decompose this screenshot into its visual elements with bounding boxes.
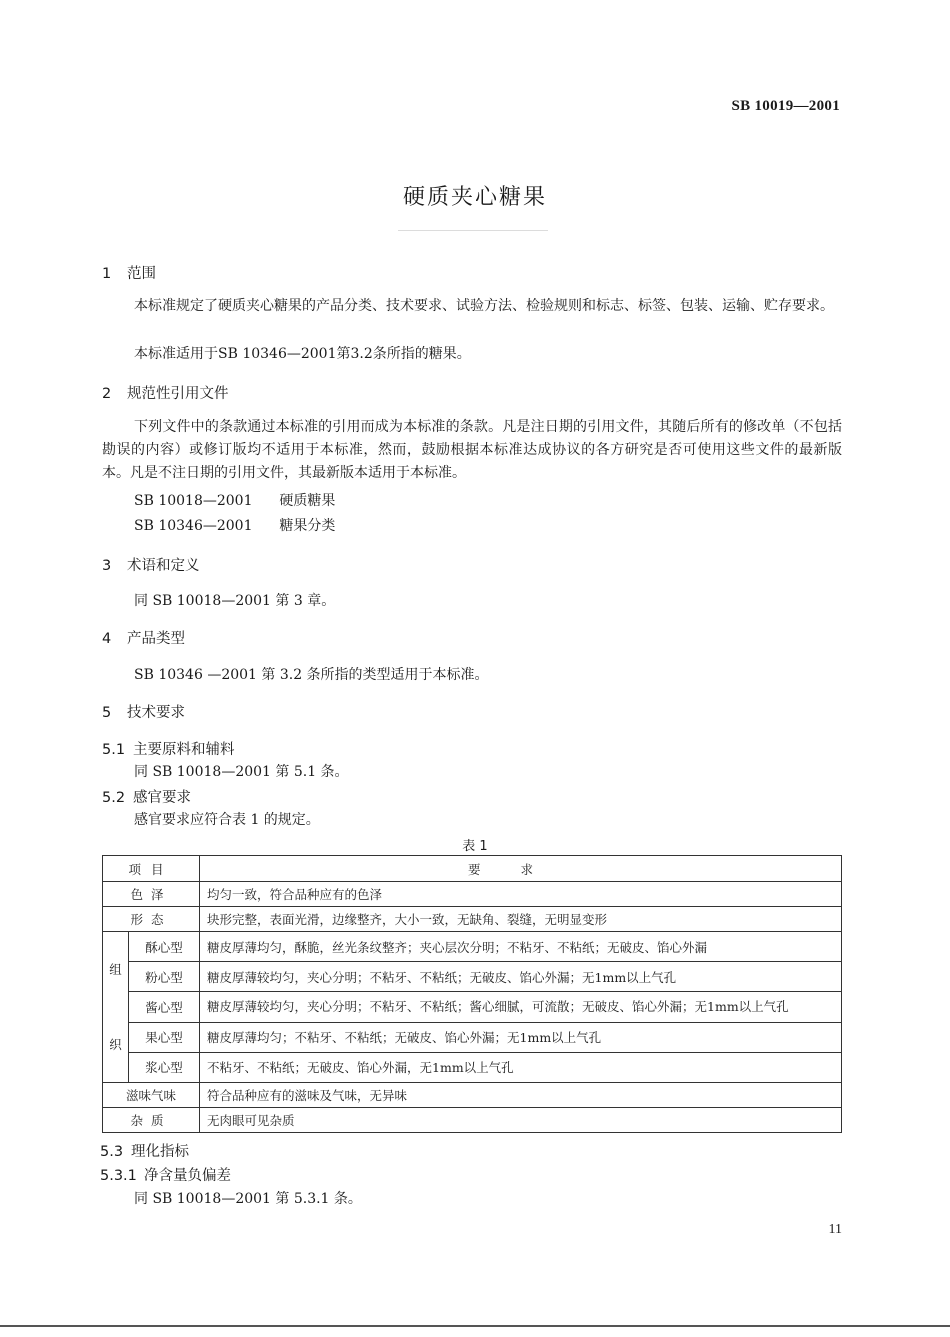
section-title: 技术要求 (127, 705, 185, 721)
table-row (103, 992, 842, 1022)
section-title: 产品类型 (127, 631, 185, 647)
section-5-1-paragraph: 同 SB 10018—2001 第 5.1 条。 (134, 764, 349, 780)
row-subitem: 粉心型 (129, 962, 200, 992)
row-item: 色泽 (103, 882, 200, 907)
section-title: 主要原料和辅料 (133, 742, 235, 758)
section-5-3-heading (100, 1140, 189, 1161)
row-requirement: 均匀一致，符合品种应有的色泽 (200, 882, 842, 907)
group-label-char: 织 (109, 1037, 122, 1052)
header-item: 项目 (103, 856, 200, 882)
section-number: 5.3 (100, 1144, 124, 1160)
table-row (103, 1052, 842, 1082)
section-1-paragraph-1: 本标准规定了硬质夹心糖果的产品分类、技术要求、试验方法、检验规则和标志、标签、包装、运输、贮存要求。 (134, 298, 834, 314)
section-5-1-heading (102, 738, 235, 759)
document-title: 硬质夹心糖果 (402, 185, 547, 210)
reference-item (134, 515, 335, 538)
section-number: 5.1 (102, 742, 126, 758)
section-title: 术语和定义 (127, 558, 200, 574)
section-title: 净含量负偏差 (144, 1168, 231, 1184)
row-requirement: 块形完整，表面光滑，边缘整齐，大小一致，无缺角、裂缝，无明显变形 (200, 907, 842, 932)
row-item: 形态 (103, 907, 200, 932)
reference-code: SB 10018—2001 (134, 493, 253, 509)
table-caption: 表 1 (462, 839, 488, 854)
section-number: 4 (102, 631, 112, 647)
table-row (103, 1108, 842, 1133)
row-requirement: 糖皮厚薄较均匀，夹心分明；不粘牙、不粘纸；酱心细腻，可流散；无破皮、馅心外漏；无1mm以上气孔 (200, 992, 842, 1022)
row-subitem: 酥心型 (129, 932, 200, 962)
section-5-2-heading (102, 786, 191, 807)
section-3-heading (102, 554, 200, 575)
table-header-row (103, 856, 842, 882)
section-4-paragraph-1: SB 10346 —2001 第 3.2 条所指的类型适用于本标准。 (134, 667, 489, 683)
reference-code: SB 10346—2001 (134, 518, 253, 534)
row-item: 滋味气味 (103, 1083, 200, 1108)
section-title: 感官要求 (133, 790, 191, 806)
reference-name: 糖果分类 (279, 518, 336, 534)
section-number: 5.2 (102, 790, 126, 806)
page-bottom-border (0, 1325, 950, 1327)
row-requirement: 糖皮厚薄均匀；不粘牙、不粘纸；无破皮、馅心外漏；无1mm以上气孔 (200, 1022, 842, 1052)
section-1-paragraph-2: 本标准适用于SB 10346—2001第3.2条所指的糖果。 (134, 346, 471, 362)
table-row (103, 1022, 842, 1052)
section-number: 1 (102, 266, 112, 282)
section-2-paragraph-1: 下列文件中的条款通过本标准的引用而成为本标准的条款。凡是注日期的引用文件，其随后所有的修改单（不包括勘误的内容）或修订版均不适用于本标准，然而，鼓励根据本标准达成协议的各方研究是否可使用这些文件的最新版本。凡是不注日期的引用文件，其最新版本适用于本标准。 (102, 419, 842, 481)
row-requirement: 糖皮厚薄较均匀，夹心分明；不粘牙、不粘纸；无破皮、馅心外漏；无1mm以上气孔 (200, 962, 842, 992)
section-title: 范围 (127, 266, 156, 282)
row-item: 杂质 (103, 1108, 200, 1133)
reference-item (134, 490, 335, 513)
section-number: 2 (102, 386, 112, 402)
section-title: 理化指标 (131, 1144, 189, 1160)
row-requirement: 符合品种应有的滋味及气味，无异味 (200, 1083, 842, 1108)
table-row (103, 907, 842, 932)
row-requirement: 糖皮厚薄均匀，酥脆，丝光条纹整齐；夹心层次分明；不粘牙、不粘纸；无破皮、馅心外漏 (200, 932, 842, 962)
row-requirement: 不粘牙、不粘纸；无破皮、馅心外漏，无1mm以上气孔 (200, 1052, 842, 1082)
sensory-requirements-table (102, 855, 842, 1133)
section-4-heading (102, 627, 185, 648)
section-3-paragraph-1: 同 SB 10018—2001 第 3 章。 (134, 593, 336, 609)
row-subitem: 果心型 (129, 1022, 200, 1052)
row-requirement: 无肉眼可见杂质 (200, 1108, 842, 1133)
section-2-heading (102, 382, 229, 403)
page-number: 11 (828, 1222, 842, 1237)
section-1-heading (102, 262, 156, 283)
section-5-3-1-paragraph: 同 SB 10018—2001 第 5.3.1 条。 (134, 1191, 362, 1207)
table-row (103, 882, 842, 907)
section-5-3-1-heading (100, 1164, 231, 1185)
section-5-2-paragraph: 感官要求应符合表 1 的规定。 (134, 812, 320, 828)
table-row (103, 932, 842, 962)
header-requirement: 要求 (200, 856, 842, 882)
section-number: 3 (102, 558, 112, 574)
title-underline-artifact (398, 230, 548, 231)
section-number: 5.3.1 (100, 1168, 137, 1184)
table-row (103, 962, 842, 992)
section-number: 5 (102, 705, 112, 721)
standard-code: SB 10019—2001 (731, 98, 840, 114)
reference-name: 硬质糖果 (279, 493, 336, 509)
table-row (103, 1083, 842, 1108)
section-title: 规范性引用文件 (127, 386, 229, 402)
row-subitem: 浆心型 (129, 1052, 200, 1082)
section-5-heading (102, 701, 185, 722)
group-label-char: 组 (109, 962, 122, 977)
row-group-label (103, 932, 129, 1083)
row-subitem: 酱心型 (129, 992, 200, 1022)
